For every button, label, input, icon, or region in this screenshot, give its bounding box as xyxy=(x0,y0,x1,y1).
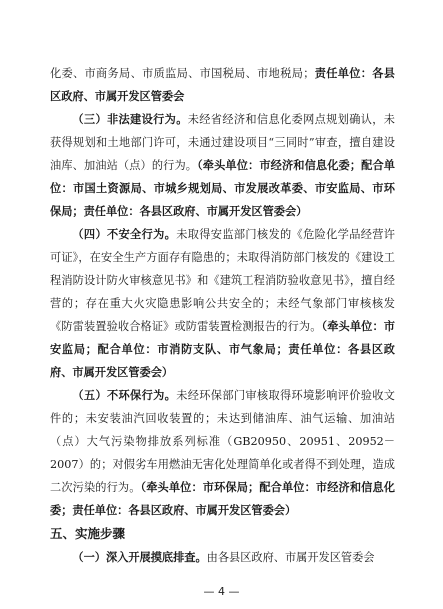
paragraph-text: 由各县区政府、市属开发区管委会 xyxy=(206,551,375,564)
paragraph-investigation xyxy=(50,546,395,569)
paragraph-continuation xyxy=(50,62,395,108)
paragraph-text: 化委、市商务局、市质监局、市国税局、市地税局； xyxy=(50,67,315,80)
paragraph-title: （四）不安全行为。 xyxy=(72,227,177,241)
responsibility-note: （牵头单位：市环保局；配合单位：市经济和信息化委；责任单位：各县区政府、市属开发区管委会） xyxy=(50,480,395,517)
paragraph-unsafe-behavior xyxy=(50,223,395,384)
paragraph-text: 未经省经济和信息化委网点规划确认，未获得规划和土地部门许可，未通过建设项目“三同时”审查，擅自建设油库、加油站（点）的行为。 xyxy=(50,113,395,172)
paragraph-illegal-construction xyxy=(50,108,395,223)
paragraph-environmental xyxy=(50,384,395,522)
paragraph-text: 未取得安监部门核发的《危险化学品经营许可证》，在安全生产方面存有隐患的；未取得消防部门核发的《建设工程消防设计防火审核意见书》和《建筑工程消防验收意见书》，擅自经营的；存在重大火灾隐患影响公共安全的；未经气象部门审核核发《防雷装置验收合格证》或防雷装置检测报告的行为。 xyxy=(50,228,395,333)
paragraph-title: （五）不环保行为。 xyxy=(72,388,177,402)
page-number: — 4 — xyxy=(203,585,240,598)
responsibility-note: （牵头单位：市经济和信息化委；配合单位：市国土资源局、市城乡规划局、市发展改革委、市安监局、市环保局；责任单位：各县区政府、市属开发区管委会） xyxy=(50,158,395,218)
paragraph-title: （三）非法建设行为。 xyxy=(72,112,188,126)
paragraph-title: （一）深入开展摸底排查。 xyxy=(72,550,207,564)
paragraph-text: 未经环保部门审核取得环境影响评价验收文件的；未安装油汽回收装置的；未达到储油库、油气运输、加油站（点）大气污染物排放系列标准（GB20950、20951、20952－2007）的；对假劣车用燃油无害化处理简单化或者得不到处理，造成二次污染的行为。 xyxy=(50,389,395,494)
responsibility-note: 责任单位：各县区政府、市属开发区管委会 xyxy=(50,66,395,103)
responsibility-note: （牵头单位：市安监局；配合单位：市消防支队、市气象局；责任单位：各县区政府、市属开发区管委会） xyxy=(50,319,395,379)
section-heading: 五、实施步骤 xyxy=(50,526,126,541)
